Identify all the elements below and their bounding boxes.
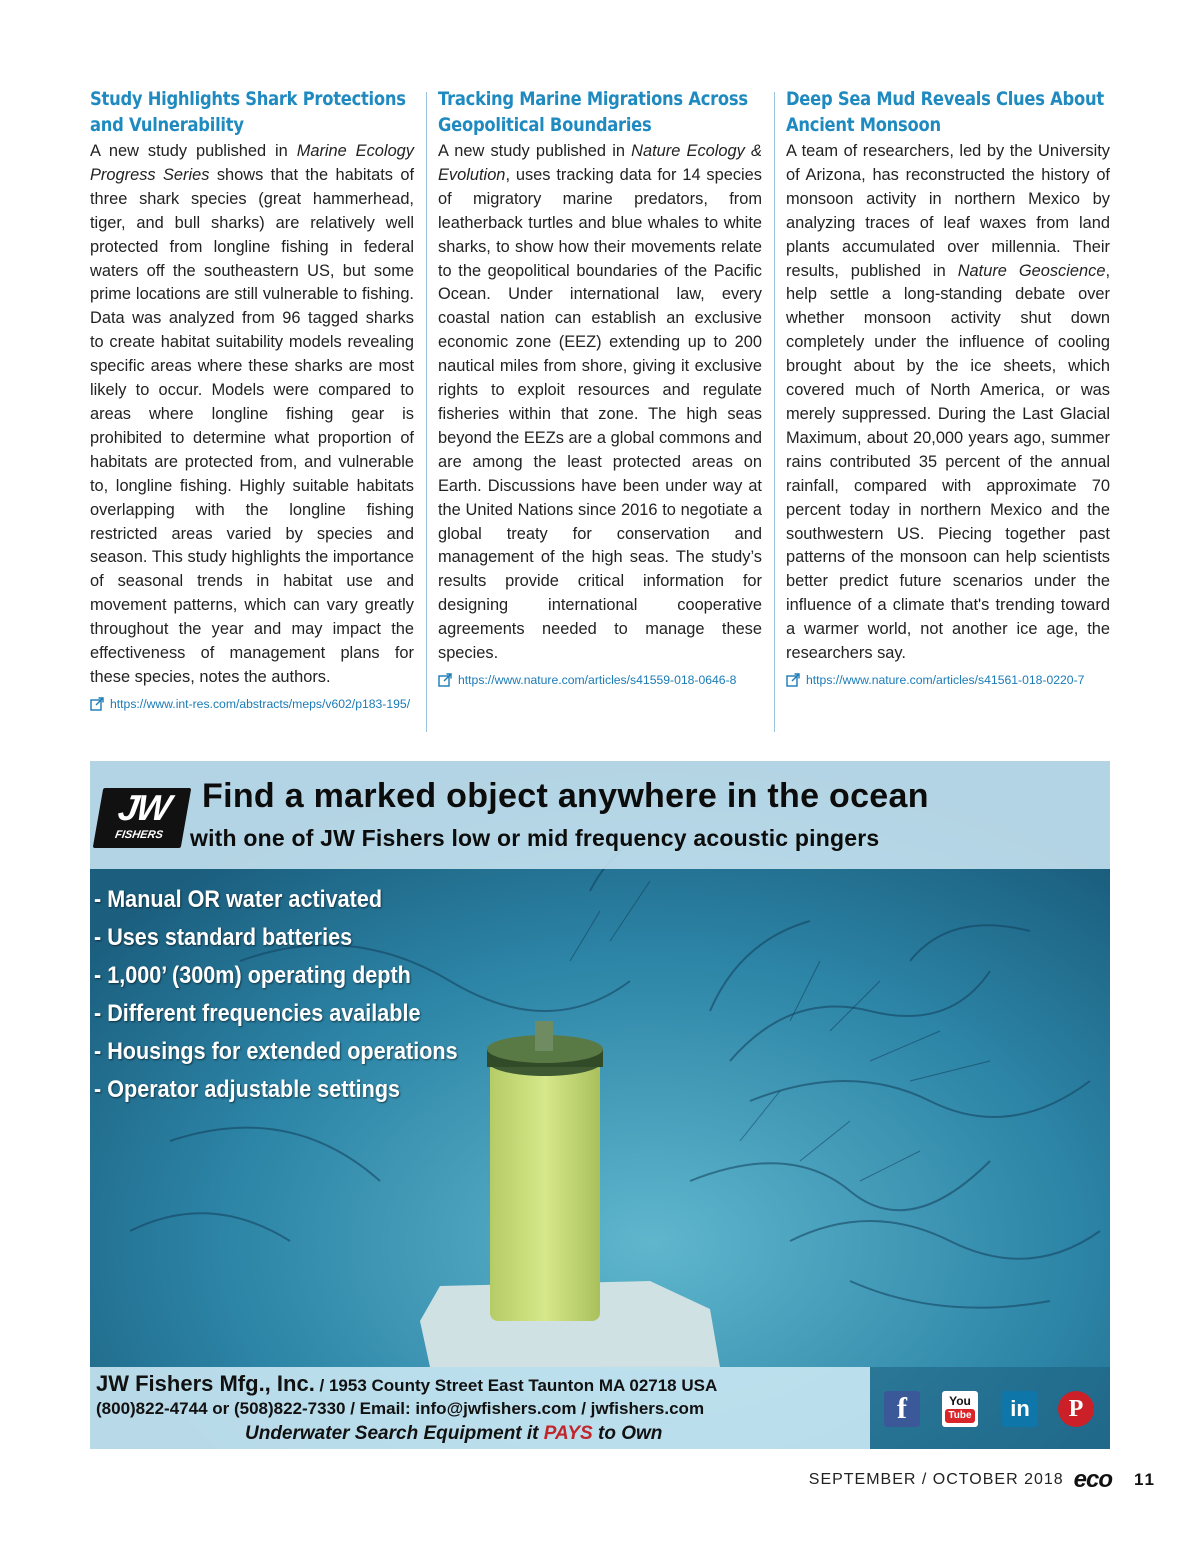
column-divider (426, 92, 427, 732)
ad-contact-band (90, 1367, 870, 1449)
facebook-glyph: f (897, 1392, 907, 1425)
logo-subtext: FISHERS (114, 829, 164, 841)
external-link-icon (786, 673, 800, 687)
feature-item: - Operator adjustable settings (94, 1076, 401, 1103)
link-url[interactable]: https://www.nature.com/articles/s41561-018-0220-7 (806, 672, 1085, 687)
body-text: A team of researchers, led by the University of Arizona, has reconstructed the history of monsoon activity in northern Mexico by analyzing traces of leaf waxes from land plants accumulated over millennia. Their results, published in (786, 142, 1110, 280)
journal-name: Nature Ecology & Evolution (438, 142, 762, 184)
feature-item: - Uses standard batteries (94, 924, 353, 951)
article-marine-migrations (438, 86, 762, 689)
facebook-icon[interactable] (884, 1391, 920, 1427)
feature-item: - Housings for extended operations (94, 1038, 458, 1065)
tagline-text: Underwater Search Equipment it (245, 1423, 544, 1444)
body-text: , uses tracking data for 14 species of migratory marine predators, from leatherback turtles and blue whales to white sharks, to show how their movements relate to the geopolitical boundaries of the Pacific Ocean. Under international law, every coastal nation can establish an exclusive economic zone (EEZ) extending up to 200 nautical miles from shore, giving it exclusive rights to exploit resources and regulate fisheries within that zone. The high seas beyond the EEZs are a global commons and are among the least protected areas on Earth. Discussions have been under way at the United Nations since 2016 to negotiate a global treaty for conservation and management of the high seas. The study’s results provide critical information for designing international cooperative agreements needed to manage these species. (438, 165, 762, 663)
ad-subheadline: with one of JW Fishers low or mid frequency acoustic pingers (190, 825, 880, 851)
magazine-logo: eco (1073, 1466, 1113, 1493)
body-text: A new study published in (438, 142, 632, 160)
column-divider (774, 92, 775, 732)
body-text: shows that the habitats of three shark species (great hammerhead, tiger, and bull sharks) are relatively well protected from longline fishing in federal waters off the southeastern US, but some prime locations are still vulnerable to fishing. Data was analyzed from 96 tagged sharks to create habitat suitability models revealing specific areas where these sharks are most likely to occur. Models were compared to areas where longline fishing gear is prohibited to determine what proportion of habitats are protected from, and vulnerable to, longline fishing. Highly suitable habitats overlapping with the longline fishing restricted areas varied by species and season. This study highlights the importance of seasonal trends in habitat use and movement patterns, which can vary greatly throughout the year and may impact the effectiveness of management plans for these species, notes the authors. (90, 165, 414, 686)
jw-fishers-logo (93, 788, 192, 848)
tagline-text: to Own (592, 1423, 663, 1444)
article-body (90, 140, 414, 690)
logo-text: JW (115, 787, 173, 828)
feature-item: - Different frequencies available (94, 1000, 421, 1027)
ad-headline: Find a marked object anywhere in the ocean (202, 777, 929, 815)
external-link-icon (90, 697, 104, 711)
feature-list (94, 881, 498, 1109)
article-link[interactable] (786, 672, 1110, 689)
youtube-glyph: You (949, 1394, 971, 1408)
article-title: Tracking Marine Migrations Across Geopolitical Boundaries (438, 88, 748, 136)
jw-fishers-advertisement[interactable] (90, 761, 1110, 1449)
link-url[interactable]: https://www.nature.com/articles/s41559-018-0646-8 (458, 672, 737, 687)
article-ancient-monsoon (786, 86, 1110, 689)
youtube-icon[interactable] (942, 1391, 978, 1427)
linkedin-icon[interactable] (1002, 1391, 1038, 1427)
journal-name: Marine Ecology Progress Series (90, 142, 414, 184)
contact-info[interactable]: (800)822-4744 or (508)822-7330 / Email: info@jwfishers.com / jwfishers.com (96, 1399, 705, 1418)
ad-tagline (245, 1423, 662, 1445)
feature-item: - 1,000’ (300m) operating depth (94, 962, 411, 989)
company-address: / 1953 County Street East Taunton MA 02718 USA (314, 1376, 718, 1395)
journal-name: Nature Geoscience (957, 261, 1106, 280)
page-number: 11 (1134, 1470, 1156, 1489)
feature-item: - Manual OR water activated (94, 886, 383, 913)
social-links (870, 1367, 1110, 1449)
pinterest-glyph: P (1068, 1396, 1084, 1422)
linkedin-glyph: in (1010, 1396, 1030, 1421)
page-footer (809, 1466, 1156, 1494)
body-text: , help settle a long-standing debate over whether monsoon activity shut down completely under the influence of cooling brought about by the ice sheets, which covered much of North America, or was merely suppressed. During the Last Glacial Maximum, about 20,000 years ago, summer rains contributed 35 percent of the annual rainfall, compared with approximate 70 percent today in northern Mexico and the southwestern US. Piecing together past patterns of the monsoon can help scientists better predict future scenarios under the influence of a climate that's trending toward a warmer world, not another ice age, the researchers say. (786, 261, 1110, 663)
article-title: Study Highlights Shark Protections and Vulnerability (90, 88, 406, 136)
company-name: JW Fishers Mfg., Inc. (96, 1371, 315, 1396)
link-url[interactable]: https://www.int-res.com/abstracts/meps/v602/p183-195/ (110, 696, 411, 711)
article-shark-protections (90, 86, 414, 713)
body-text: A new study published in (90, 142, 297, 160)
company-line (96, 1371, 717, 1397)
youtube-glyph: Tube (945, 1409, 975, 1423)
pinterest-icon[interactable] (1058, 1391, 1094, 1427)
article-body (786, 140, 1110, 666)
article-title: Deep Sea Mud Reveals Clues About Ancient Monsoon (786, 88, 1104, 136)
article-body (438, 140, 762, 666)
tagline-highlight: PAYS (543, 1423, 593, 1444)
article-link[interactable] (438, 672, 762, 689)
external-link-icon (438, 673, 452, 687)
issue-date: SEPTEMBER / OCTOBER 2018 (808, 1471, 1064, 1488)
article-link[interactable] (90, 696, 414, 713)
